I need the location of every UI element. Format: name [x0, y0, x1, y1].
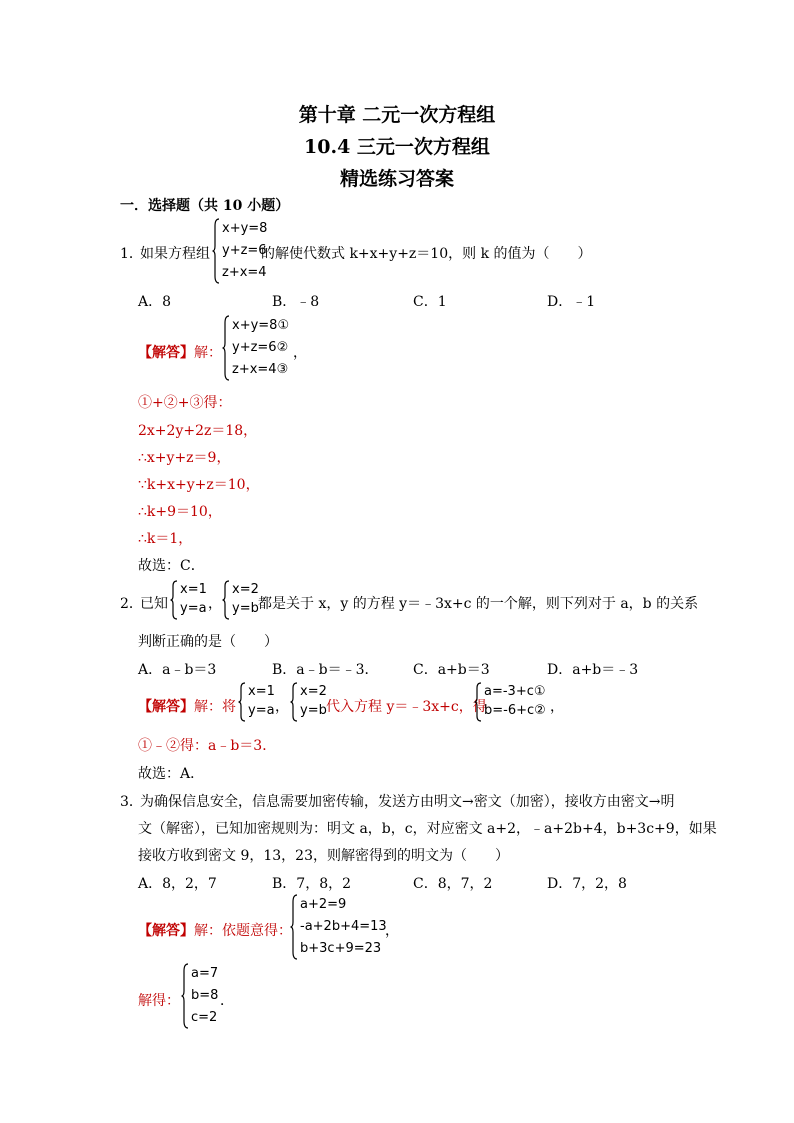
q1-choice: 故选：C． [138, 558, 205, 574]
q1-pre: 如果方程组 [140, 246, 210, 262]
q1-answer-eq: z+x=4③ [232, 362, 289, 377]
q2-answer-eq: y=a [248, 703, 275, 718]
q1-option-d: D．﹣1 [547, 294, 596, 310]
q1-answer-label: 【解答】 [138, 345, 194, 361]
q2-option-d: D．a+b＝﹣3 [547, 662, 639, 678]
brace-icon [290, 682, 298, 722]
brace-icon [212, 218, 220, 284]
q2-answer-end: ， [550, 699, 564, 715]
brace-icon [222, 315, 230, 381]
brace-icon [170, 580, 178, 620]
q3-line: 为确保信息安全，信息需要加密传输，发送方由明文→密文（加密），接收方由密文→明 [140, 794, 675, 810]
q3-number: 3． [120, 794, 143, 810]
q1-number: 1． [120, 246, 143, 262]
q3-option-c: C．8，7，2 [413, 876, 493, 892]
q3-line: 文（解密），已知加密规则为：明文 a，b，c，对应密文 a+2，﹣a+2b+4，b+3c+9，如果 [138, 821, 717, 837]
q3-answer-eq: b+3c+9=23 [300, 941, 382, 956]
chapter-title: 第十章 二元一次方程组 [298, 104, 496, 126]
q3-option-d: D．7，2，8 [547, 876, 627, 892]
q3-solution-eq: c=2 [191, 1010, 218, 1025]
q2-answer-comma: ， [275, 699, 289, 715]
brace-icon [474, 682, 482, 722]
brace-icon [222, 580, 230, 620]
q2-eq: y=a [180, 601, 207, 616]
q2-answer-eq: a=-3+c① [484, 684, 546, 699]
q3-solution-pre: 解得： [138, 993, 180, 1009]
q1-step: ∴k＝1， [138, 531, 193, 547]
q2-answer-mid: 代入方程 y＝﹣3x+c，得 [326, 699, 487, 715]
q2-option-b: B．a﹣b＝﹣3． [272, 662, 379, 678]
q1-answer-system [222, 315, 297, 381]
q2-comma: ， [208, 596, 222, 612]
q1-post: 的解使代数式 k+x+y+z＝10，则 k 的值为（ ） [261, 246, 592, 262]
part-title: 一．选择题（共 10 小题） [120, 198, 290, 214]
q2-number: 2． [120, 596, 143, 612]
q3-answer-system [290, 894, 390, 960]
q1-step: 2x+2y+2z＝18， [138, 423, 258, 439]
q3-answer-label: 【解答】 [138, 923, 194, 939]
q3-answer-comma: ， [385, 923, 399, 939]
q2-eq: y=b [232, 601, 259, 616]
q3-answer-eq: a+2=9 [300, 897, 347, 912]
q1-eq: z+x=4 [222, 265, 267, 280]
q1-equation-system [212, 218, 268, 284]
q2-step: ①﹣②得：a﹣b＝3． [138, 738, 277, 754]
q2-answer-eq: x=2 [300, 684, 327, 699]
subtitle: 精选练习答案 [339, 168, 454, 190]
q3-line: 接收方收到密文 9，13，23，则解密得到的明文为（ ） [138, 848, 509, 864]
q2-answer-system-c [474, 682, 554, 722]
q1-eq: x+y=8 [222, 221, 268, 236]
q2-option-a: A．a﹣b＝3 [138, 662, 217, 678]
q2-choice: 故选：A． [138, 766, 205, 782]
brace-icon [238, 682, 246, 722]
q3-solution-end: ． [220, 993, 234, 1009]
q2-answer-system-a [238, 682, 278, 722]
q2-post: 都是关于 x，y 的方程 y＝﹣3x+c 的一个解，则下列对于 a，b 的关系 [258, 596, 699, 612]
q1-step: ①+②+③得： [138, 395, 232, 411]
section-title: 10.4 三元一次方程组 [304, 136, 490, 158]
q2-eq: x=2 [232, 582, 259, 597]
q2-answer-label: 【解答】 [138, 699, 194, 715]
q3-answer-eq: -a+2b+4=13 [300, 919, 387, 934]
q2-answer-system-b [290, 682, 330, 722]
q1-option-a: A．8 [138, 294, 172, 310]
q3-option-b: B．7，8，2 [272, 876, 352, 892]
q3-answer-pre: 解：依题意得： [194, 923, 292, 939]
q2-answer-eq: x=1 [248, 684, 275, 699]
q3-solution-eq: a=7 [191, 966, 219, 981]
q2-answer-eq: b=-6+c② [484, 703, 546, 718]
q1-eq: y+z=6 [222, 243, 267, 258]
q2-answer-eq: y=b [300, 703, 327, 718]
q2-answer-pre: 解：将 [194, 699, 236, 715]
q1-option-c: C．1 [413, 294, 447, 310]
q3-solution-eq: b=8 [191, 988, 219, 1003]
q1-answer-comma: ， [293, 345, 307, 361]
brace-icon [290, 894, 298, 960]
q1-step: ∴x+y+z＝9， [138, 450, 231, 466]
q2-post2: 判断正确的是（ ） [138, 634, 278, 650]
q1-answer-jie: 解： [194, 345, 222, 361]
q1-answer-eq: x+y=8① [232, 318, 290, 333]
q1-option-b: B．﹣8 [272, 294, 320, 310]
q3-option-a: A．8，2，7 [138, 876, 217, 892]
q2-option-c: C．a+b＝3 [413, 662, 490, 678]
q1-answer-eq: y+z=6② [232, 340, 289, 355]
q1-step: ∵k+x+y+z＝10， [138, 477, 260, 493]
q2-eq: x=1 [180, 582, 207, 597]
brace-icon [181, 963, 189, 1029]
q1-step: ∴k+9＝10， [138, 504, 222, 520]
q2-pre: 已知 [140, 596, 168, 612]
